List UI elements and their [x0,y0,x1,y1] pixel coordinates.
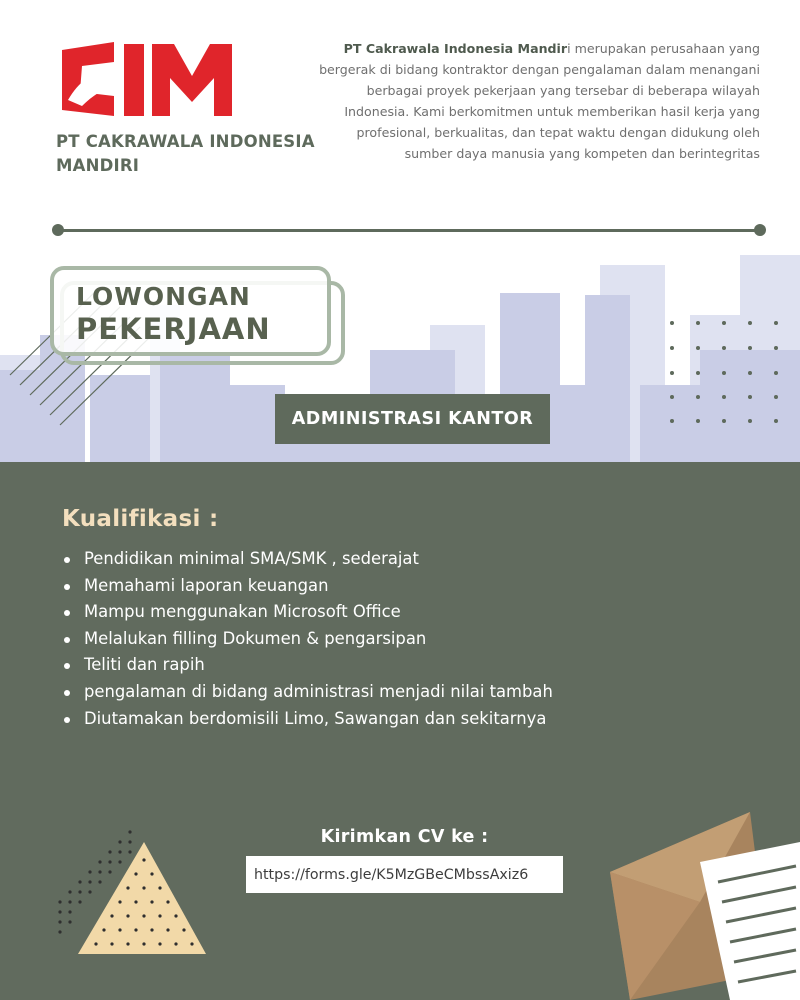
title-box [50,266,331,356]
qualification-list [64,546,553,732]
intro-text: i merupakan perusahaan yang bergerak di bidang kontraktor dengan pengalaman dalam menangani berbagai proyek pekerjaan yang tersebar di beberapa wilayah Indonesia. Kami berkomitmen untuk memberikan hasil kerja yang profesional, berkualitas, dan tepat waktu dengan didukung oleh sumber daya manusia yang kompeten dan berintegritas [319,41,760,161]
qualification-item: pengalaman di bidang administrasi menjadi nilai tambah [64,679,553,706]
qualification-section [0,462,800,1000]
qualification-item: Teliti dan rapih [64,652,553,679]
title-line-1: LOWONGAN [76,282,251,311]
title-line-2: PEKERJAAN [76,312,271,346]
company-logo [52,40,234,118]
qualification-item: Diutamakan berdomisili Limo, Sawangan dan sekitarnya [64,706,553,733]
application-form-link[interactable]: https://forms.gle/K5MzGBeCMbssAxiz6 [246,856,563,893]
qualification-item: Melalukan filling Dokumen & pengarsipan [64,626,553,653]
qualification-heading: Kualifikasi : [62,506,219,532]
position-badge: ADMINISTRASI KANTOR [275,394,550,444]
intro-company-name: PT Cakrawala Indonesia Mandir [343,41,568,56]
company-intro [315,38,760,164]
divider-line [58,229,760,232]
triangle-decoration [48,812,218,962]
envelope-document-icon [600,802,800,1000]
company-name: PT CAKRAWALA INDONESIA MANDIRI [56,132,315,175]
send-cv-label: Kirimkan CV ke : [320,827,489,847]
qualification-item: Memahami laporan keuangan [64,573,553,600]
qualification-item: Mampu menggunakan Microsoft Office [64,599,553,626]
qualification-item: Pendidikan minimal SMA/SMK , sederajat [64,546,553,573]
